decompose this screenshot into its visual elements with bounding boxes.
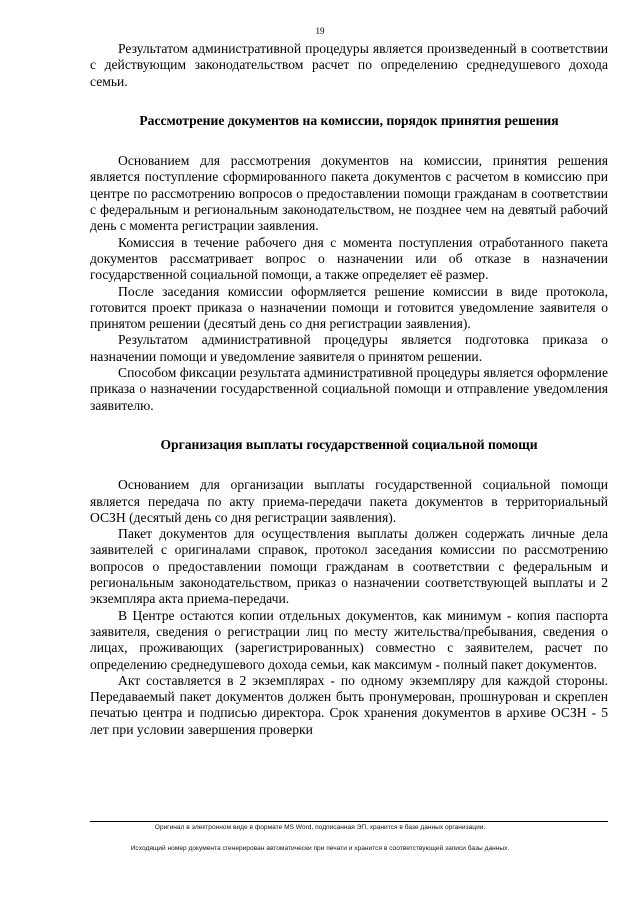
document-body [90,41,608,738]
footer-note-outgoing-number: Исходящий номер документа сгенерирован автоматически при печати и хранится в соответствующей записи базы данных. [130,845,510,852]
paragraph: Основанием для организации выплаты государственной социальной помощи является передача по акту приема-передачи пакета документов в территориальный ОСЗН (десятый день со дня регистрации заявления). [90,477,608,525]
page-number: 19 [315,26,325,36]
section-heading-commission: Рассмотрение документов на комиссии, порядок принятия решения [139,112,559,128]
section-heading-payment: Организация выплаты государственной социальной помощи [160,436,538,452]
paragraph: Результатом административной процедуры является подготовка приказа о назначении помощи и уведомление заявителя о принятом решении. [90,332,608,364]
paragraph: Комиссия в течение рабочего дня с момента поступления отработанного пакета документов рассматривает вопрос о назначении или об отказе в назначении государственной социальной помощи, а также определяет её размер. [90,234,608,283]
paragraph: После заседания комиссии оформляется решение комиссии в виде протокола, готовится проект приказа о назначении помощи и готовится уведомление заявителя о принятом решении (десятый день со дня регистрации заявления). [90,283,608,332]
paragraph: Основанием для рассмотрения документов на комиссии, принятия решения является поступление сформированного пакета документов с расчетом в комиссию при центре по рассмотрению вопросов о предоставлении помощи гражданам в соответствии с федеральным и региональным законодательством, не позднее чем на девятый рабочий день с момента регистрации заявления. [90,153,608,234]
paragraph: Пакет документов для осуществления выплаты должен содержать личные дела заявителей с оригиналами справок, протокол заседания комиссии по рассмотрению вопросов о предоставлении помощи гражданам в соответствии с федеральным и региональным законодательством, приказ о назначении соответствующей выплаты и 2 экземпляра акта приема-передачи. [90,526,608,607]
paragraph: Акт составляется в 2 экземплярах - по одному экземпляру для каждой стороны. Передаваемый пакет документов должен быть пронумерован, прошнурован и скреплен печатью центра и подписью директора. Срок хранения документов в архиве ОСЗН - 5 лет при условии завершения проверки [90,672,608,737]
footer-divider [90,821,608,822]
paragraph: Способом фиксации результата административной процедуры является оформление приказа о назначении государственной социальной помощи и отправление уведомления заявителю. [90,365,608,413]
paragraph: Результатом административной процедуры является произведенный в соответствии с действующим законодательством расчет по определению среднедушевого дохода семьи. [90,41,608,89]
footer-note-original: Оригинал в электронном виде в формате MS Word, подписанная ЭП, хранится в базе данных организации. [154,824,486,831]
paragraph: В Центре остаются копии отдельных документов, как минимум - копия паспорта заявителя, сведения о регистрации лиц по месту жительства/пребывания, сведения о лицах, проживающих (зарегистрированных) совместно с заявителем, расчет по определению среднедушевого дохода семьи, как максимум - полный пакет документов. [90,607,608,672]
